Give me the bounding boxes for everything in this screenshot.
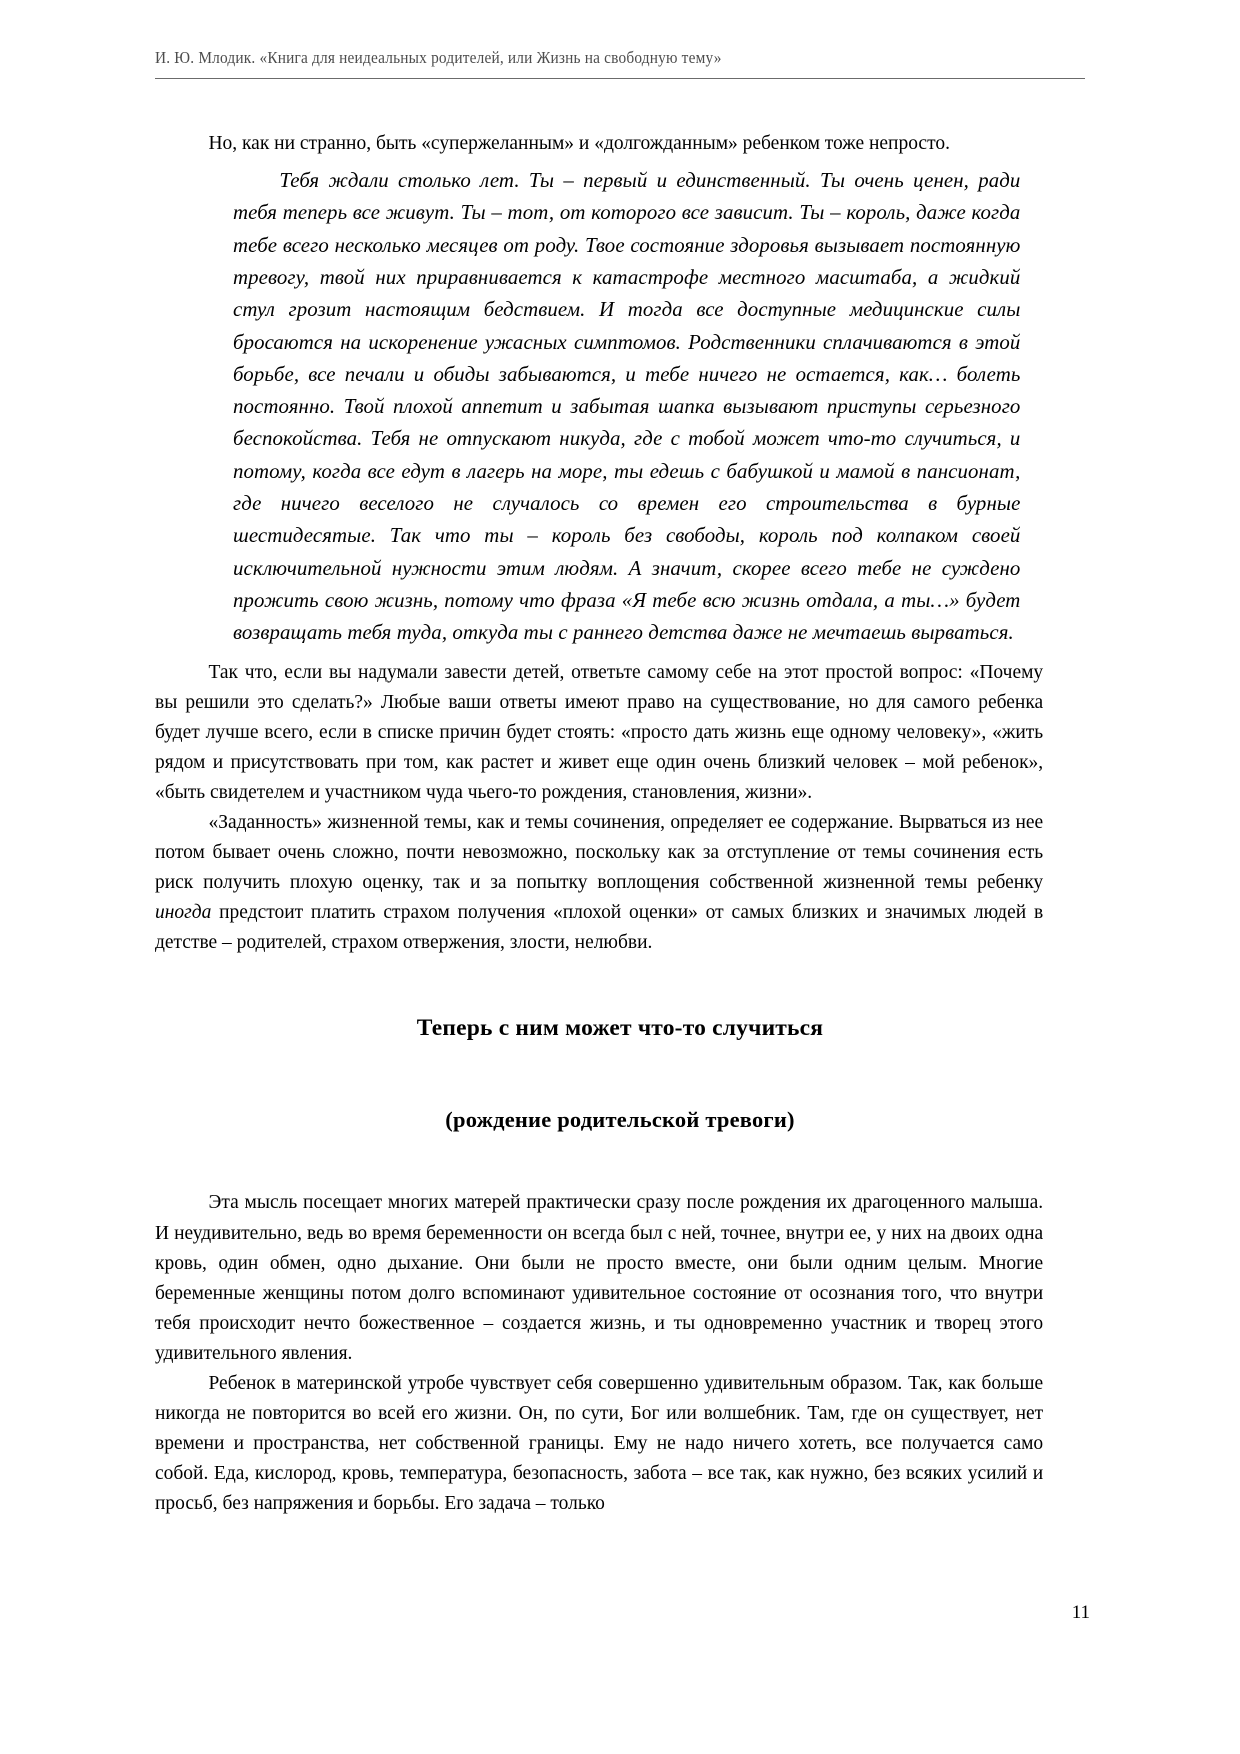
spacer-after-section-title xyxy=(155,1043,1085,1105)
paragraph-3-part1: «Заданность» жизненной темы, как и темы сочинения, определяет ее содержание. Вырваться из нее потом бывает очень сложно, почти невозможно, поскольку как за отступление от темы сочинения есть риск получить плохую оценку, так и за попытку воплощения собственной жизненной темы ребенку xyxy=(155,811,1044,894)
quote-text: Тебя ждали столько лет. Ты – первый и единственный. Ты очень ценен, ради тебя теперь все живут. Ты – тот, от которого все зависит. Ты – король, даже когда тебе всего несколько месяцев от роду. Твое состояние здоровья вызывает постоянную тревогу, твой них приравнивается к катастрофе местного масштаба, а жидкий стул грозит настоящим бедствием. И тогда все доступные медицинские силы бросаются на искоренение ужасных симптомов. Родственники сплачиваются в этой борьбе, все печали и обиды забываются, и тебе ничего не остается, как… болеть постоянно. Твой плохой аппетит и забытая шапка вызывают приступы серьезного беспокойства. Тебя не отпускают никуда, где с тобой может что-то случиться, и потому, когда все едут в лагерь на море, ты едешь с бабушкой и мамой в пансионат, где ничего веселого не случалось со времен его строительства в бурные шестидесятые. Так что ты – король без свободы, король под колпаком своей исключительной нужности этим людям. А значит, скорее всего тебе не суждено прожить свою жизнь, потому что фраза «Я тебе всю жизнь отдала, а ты…» будет возвращать тебя туда, откуда ты с раннего детства даже не мечтаешь вырваться. xyxy=(233,168,1021,645)
section-subtitle: (рождение родительской тревоги) xyxy=(445,1107,795,1133)
page-number: 11 xyxy=(1071,1602,1090,1623)
paragraph-5: Ребенок в материнской утробе чувствует себя совершенно удивительным образом. Так, как больше никогда не повторится во всей его жизни. Он, по сути, Бог или волшебник. Там, где он существует, нет времени и пространства, нет собственной границы. Ему не надо ничего хотеть, все получается само собой. Еда, кислород, кровь, температура, безопасность, забота – все так, как нужно, без всяких усилий и просьб, без напряжения и борьбы. Его задача – только xyxy=(155,1372,1044,1515)
text-column xyxy=(155,128,1085,1519)
italic-quote-block xyxy=(155,164,1085,648)
paragraph-3 xyxy=(155,807,1043,957)
spacer-before-section-title xyxy=(155,957,1085,1013)
paragraph-3-emphasis: иногда xyxy=(155,901,212,924)
paragraph-4: Эта мысль посещает многих матерей практически сразу после рождения их драгоценного малыша. И неудивительно, ведь во время беременности он всегда был с ней, точнее, внутри ее, у них на двоих одна кровь, один обмен, одно дыхание. Они были не просто вместе, они были одним целым. Многие беременные женщины потом долго вспоминают удивительное состояние от осознания того, что внутри тебя происходит нечто божественное – создается жизнь, и ты одновременно участник и творец этого удивительного явления. xyxy=(155,1191,1044,1364)
paragraph-3-part2: предстоит платить страхом получения «плохой оценки» от самых близких и значимых людей в детстве – родителей, страхом отвержения, злости, нелюбви. xyxy=(155,901,1044,954)
running-head xyxy=(155,48,1085,68)
lead-paragraph: Но, как ни странно, быть «супержеланным» и «долгожданным» ребенком тоже непросто. xyxy=(208,132,950,154)
running-head-text: И. Ю. Млодик. «Книга для неидеальных родителей, или Жизнь на свободную тему» xyxy=(155,48,722,67)
header-divider-rule xyxy=(155,78,1085,79)
section-title: Теперь с ним может что-то случиться xyxy=(416,1015,824,1042)
paragraph-2: Так что, если вы надумали завести детей, ответьте самому себе на этот простой вопрос: «Почему вы решили это сделать?» Любые ваши ответы имеют право на существование, но для самого ребенка будет лучше всего, если в списке причин будет стоять: «просто дать жизнь еще одному человеку», «жить рядом и присутствовать при том, как растет и живет еще один очень близкий человек – мой ребенок», «быть свидетелем и участником чуда чьего-то рождения, становления, жизни». xyxy=(155,660,1044,803)
spacer-after-section-subtitle xyxy=(155,1135,1085,1187)
